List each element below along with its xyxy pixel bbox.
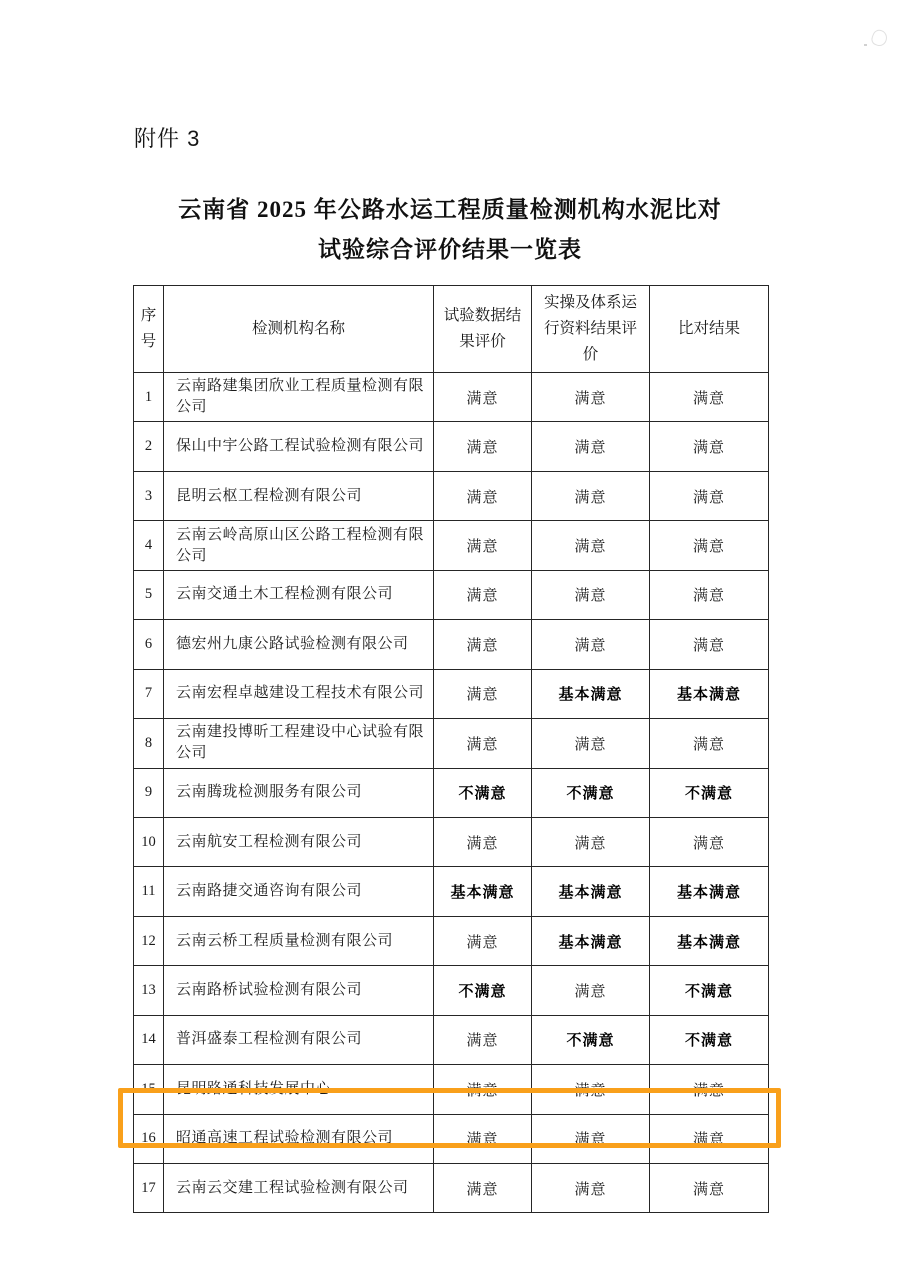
table-header-row — [134, 286, 769, 373]
document-title — [0, 190, 900, 270]
scan-artifact — [870, 28, 890, 48]
row-number: 3 — [134, 471, 164, 520]
institution-name: 昆明云枢工程检测有限公司 — [164, 471, 434, 520]
data-eval-cell: 满意 — [434, 817, 532, 866]
row-number: 2 — [134, 422, 164, 471]
table-row — [134, 1164, 769, 1213]
document-title-line-1: 云南省 2025 年公路水运工程质量检测机构水泥比对 — [178, 197, 722, 222]
compare-result-cell: 满意 — [650, 620, 769, 669]
compare-result-cell: 满意 — [650, 817, 769, 866]
data-eval-cell: 满意 — [434, 669, 532, 718]
row-number: 1 — [134, 373, 164, 422]
row-number: 10 — [134, 817, 164, 866]
institution-name: 云南宏程卓越建设工程技术有限公司 — [164, 669, 434, 718]
table-body — [134, 373, 769, 1213]
institution-name: 普洱盛泰工程检测有限公司 — [164, 1015, 434, 1064]
data-eval-cell: 满意 — [434, 471, 532, 520]
ops-eval-cell: 满意 — [532, 1114, 650, 1163]
data-eval-cell: 满意 — [434, 1114, 532, 1163]
table-row — [134, 422, 769, 471]
header-data-eval: 试验数据结果评价 — [434, 286, 532, 373]
institution-name: 云南交通土木工程检测有限公司 — [164, 570, 434, 619]
compare-result-cell: 满意 — [650, 1114, 769, 1163]
ops-eval-cell: 满意 — [532, 570, 650, 619]
data-eval-cell: 满意 — [434, 422, 532, 471]
institution-name: 云南路捷交通咨询有限公司 — [164, 867, 434, 916]
ops-eval-cell: 满意 — [532, 422, 650, 471]
table-row — [134, 570, 769, 619]
data-eval-cell: 满意 — [434, 719, 532, 768]
table-row — [134, 1065, 769, 1114]
ops-eval-cell: 满意 — [532, 719, 650, 768]
ops-eval-cell: 基本满意 — [532, 867, 650, 916]
table-header — [134, 286, 769, 373]
table-row — [134, 1114, 769, 1163]
data-eval-cell: 满意 — [434, 570, 532, 619]
table-row — [134, 471, 769, 520]
row-number: 13 — [134, 966, 164, 1015]
ops-eval-cell: 基本满意 — [532, 916, 650, 965]
institution-name: 云南路建集团欣业工程质量检测有限公司 — [164, 373, 434, 422]
data-eval-cell: 满意 — [434, 916, 532, 965]
row-number: 6 — [134, 620, 164, 669]
table-row — [134, 966, 769, 1015]
data-eval-cell: 满意 — [434, 620, 532, 669]
row-number: 8 — [134, 719, 164, 768]
row-number: 16 — [134, 1114, 164, 1163]
institution-name: 云南路桥试验检测有限公司 — [164, 966, 434, 1015]
row-number: 7 — [134, 669, 164, 718]
document-title-line-2: 试验综合评价结果一览表 — [318, 237, 582, 262]
table-row — [134, 521, 769, 570]
compare-result-cell: 满意 — [650, 570, 769, 619]
data-eval-cell: 满意 — [434, 373, 532, 422]
institution-name: 昭通高速工程试验检测有限公司 — [164, 1114, 434, 1163]
ops-eval-cell: 满意 — [532, 373, 650, 422]
attachment-label: 附件 3 — [134, 126, 201, 151]
table-row — [134, 373, 769, 422]
compare-result-cell: 满意 — [650, 1065, 769, 1114]
institution-name: 德宏州九康公路试验检测有限公司 — [164, 620, 434, 669]
ops-eval-cell: 满意 — [532, 817, 650, 866]
ops-eval-cell: 满意 — [532, 966, 650, 1015]
institution-name: 云南云岭高原山区公路工程检测有限公司 — [164, 521, 434, 570]
row-number: 12 — [134, 916, 164, 965]
compare-result-cell: 基本满意 — [650, 669, 769, 718]
ops-eval-cell: 满意 — [532, 1065, 650, 1114]
data-eval-cell: 基本满意 — [434, 867, 532, 916]
data-eval-cell: 满意 — [434, 1065, 532, 1114]
compare-result-cell: 满意 — [650, 521, 769, 570]
ops-eval-cell: 满意 — [532, 1164, 650, 1213]
results-table — [133, 285, 769, 1213]
ops-eval-cell: 满意 — [532, 521, 650, 570]
ops-eval-cell: 基本满意 — [532, 669, 650, 718]
data-eval-cell: 满意 — [434, 1164, 532, 1213]
table-row — [134, 1015, 769, 1064]
compare-result-cell: 满意 — [650, 719, 769, 768]
row-number: 17 — [134, 1164, 164, 1213]
row-number: 5 — [134, 570, 164, 619]
compare-result-cell: 基本满意 — [650, 867, 769, 916]
institution-name: 保山中宇公路工程试验检测有限公司 — [164, 422, 434, 471]
data-eval-cell: 不满意 — [434, 768, 532, 817]
table-row — [134, 719, 769, 768]
table-row — [134, 669, 769, 718]
header-compare-result: 比对结果 — [650, 286, 769, 373]
institution-name: 云南航安工程检测有限公司 — [164, 817, 434, 866]
header-seq: 序号 — [134, 286, 164, 373]
table-row — [134, 817, 769, 866]
table-row — [134, 867, 769, 916]
row-number: 11 — [134, 867, 164, 916]
ops-eval-cell: 满意 — [532, 620, 650, 669]
ops-eval-cell: 不满意 — [532, 1015, 650, 1064]
row-number: 9 — [134, 768, 164, 817]
institution-name: 云南云桥工程质量检测有限公司 — [164, 916, 434, 965]
compare-result-cell: 不满意 — [650, 768, 769, 817]
data-eval-cell: 满意 — [434, 521, 532, 570]
compare-result-cell: 基本满意 — [650, 916, 769, 965]
institution-name: 昆明路通科技发展中心 — [164, 1065, 434, 1114]
header-institution-name: 检测机构名称 — [164, 286, 434, 373]
scan-speck — [864, 44, 867, 46]
table-row — [134, 916, 769, 965]
compare-result-cell: 满意 — [650, 471, 769, 520]
data-eval-cell: 不满意 — [434, 966, 532, 1015]
institution-name: 云南腾珑检测服务有限公司 — [164, 768, 434, 817]
compare-result-cell: 不满意 — [650, 1015, 769, 1064]
data-eval-cell: 满意 — [434, 1015, 532, 1064]
ops-eval-cell: 满意 — [532, 471, 650, 520]
compare-result-cell: 满意 — [650, 1164, 769, 1213]
ops-eval-cell: 不满意 — [532, 768, 650, 817]
header-ops-eval: 实操及体系运行资料结果评价 — [532, 286, 650, 373]
table-row — [134, 768, 769, 817]
compare-result-cell: 满意 — [650, 422, 769, 471]
compare-result-cell: 满意 — [650, 373, 769, 422]
compare-result-cell: 不满意 — [650, 966, 769, 1015]
row-number: 4 — [134, 521, 164, 570]
row-number: 14 — [134, 1015, 164, 1064]
table-row — [134, 620, 769, 669]
institution-name: 云南云交建工程试验检测有限公司 — [164, 1164, 434, 1213]
institution-name: 云南建投博昕工程建设中心试验有限公司 — [164, 719, 434, 768]
row-number: 15 — [134, 1065, 164, 1114]
